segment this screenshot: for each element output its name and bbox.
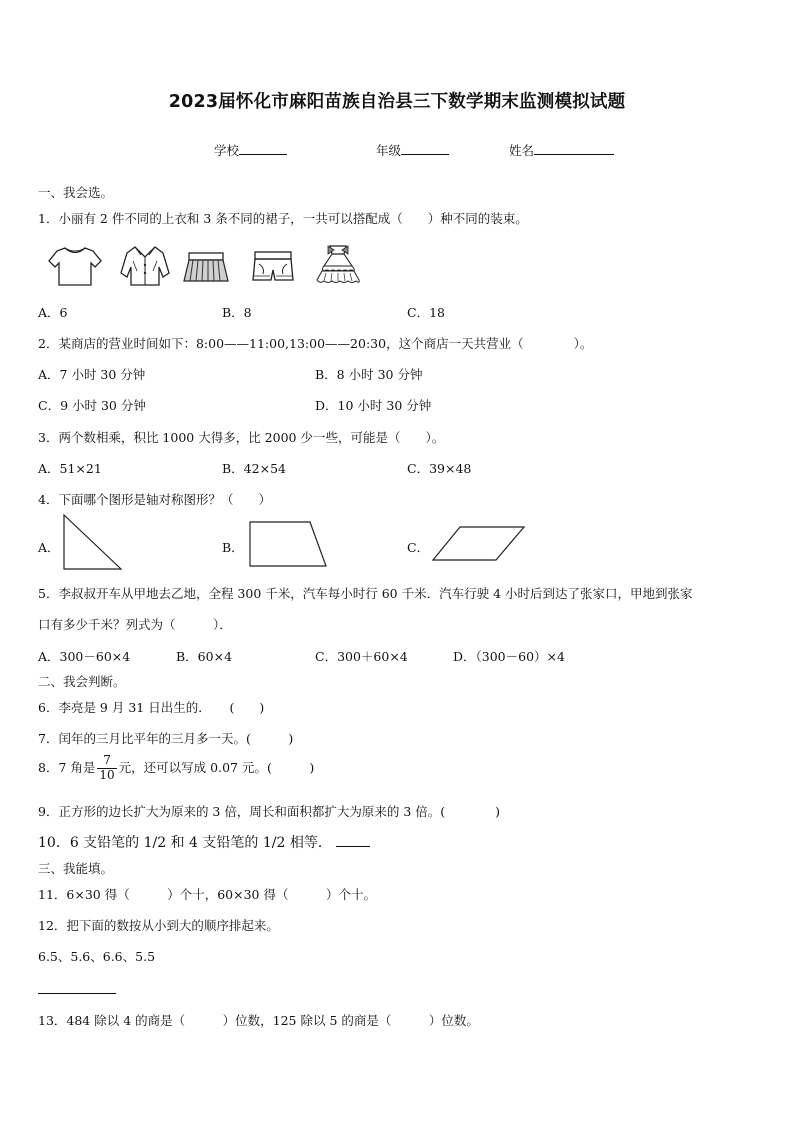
q2-option-b[interactable]: B．8 小时 30 分钟 [315,367,423,382]
pleated-skirt-icon [183,251,229,285]
fraction-denominator: 10 [99,767,115,782]
q3-option-b[interactable]: B．42×54 [222,461,286,476]
q1-option-a[interactable]: A．6 [38,305,68,320]
q2-option-d[interactable]: D．10 小时 30 分钟 [315,398,432,413]
q5-option-c[interactable]: C．300＋60×4 [315,649,408,664]
right-triangle-shape [63,514,123,572]
q12-answer-line[interactable] [38,993,116,994]
ruffled-skirt-icon [314,244,362,288]
fraction-numerator: 7 [103,753,111,767]
question-3: 3．两个数相乘，积比 1000 大得多，比 2000 少一些，可能是（ ）。 [38,430,445,445]
section-judge: 二、我会判断。 [38,674,126,689]
q10-text: 10．6 支铅笔的 1/2 和 4 支铅笔的 1/2 相等． [38,835,332,851]
question-4: 4．下面哪个图形是轴对称图形？（ ） [38,492,271,507]
question-9: 9．正方形的边长扩大为原来的 3 倍，周长和面积都扩大为原来的 3 倍。( ) [38,804,501,819]
q5-option-d[interactable]: D．（300－60）×4 [453,649,565,664]
q8-suffix: 元，还可以写成 0.07 元。( ) [118,759,315,775]
q8-prefix: 8．7 角是 [38,759,96,775]
q1-option-c[interactable]: C．18 [407,305,445,320]
name-field[interactable] [509,141,614,159]
q3-option-c[interactable]: C．39×48 [407,461,472,476]
q12-numbers: 6.5、5.6、6.6、5.5 [38,949,156,964]
q4-option-c[interactable]: C． [407,540,430,555]
question-2: 2．某商店的营业时间如下：8:00——11:00,13:00——20:30，这个商店一天共营业（ ）。 [38,336,593,351]
fraction-7-10 [97,754,116,783]
question-5-line2: 口有多少千米？列式为（ ）． [38,617,232,632]
parallelogram-shape [432,526,526,562]
q4-option-a[interactable]: A． [38,540,60,555]
question-10 [38,832,370,852]
question-13: 13．484 除以 4 的商是（ ）位数，125 除以 5 的商是（ ）位数。 [38,1013,479,1028]
shorts-skirt-icon [251,250,295,286]
q1-option-b[interactable]: B．8 [222,305,252,320]
grade-field[interactable] [376,141,449,159]
name-label: 姓名 [509,143,535,158]
grade-label: 年级 [376,143,402,158]
q10-answer-blank[interactable] [336,833,370,847]
question-1: 1．小丽有 2 件不同的上衣和 3 条不同的裙子，一共可以搭配成（ ）种不同的装束。 [38,211,528,226]
q5-option-a[interactable]: A．300－60×4 [38,649,131,664]
school-field[interactable] [214,141,287,159]
q4-option-b[interactable]: B． [222,540,244,555]
question-11: 11．6×30 得（ ）个十，60×30 得（ ）个十。 [38,887,376,902]
q5-option-b[interactable]: B．60×4 [176,649,233,664]
trapezoid-shape [248,520,328,568]
section-fill: 三、我能填。 [38,861,114,876]
question-6: 6．李亮是 9 月 31 日出生的． ( ) [38,700,265,715]
q2-option-a[interactable]: A．7 小时 30 分钟 [38,367,146,382]
q2-option-c[interactable]: C．9 小时 30 分钟 [38,398,146,413]
section-choice: 一、我会选。 [38,185,114,200]
q3-option-a[interactable]: A．51×21 [38,461,102,476]
shirt-icon [47,245,103,289]
question-8 [38,754,314,783]
question-5-line1: 5．李叔叔开车从甲地去乙地，全程 300 千米，汽车每小时行 60 千米．汽车行驶 4 小时后到达了张家口，甲地到张家 [38,586,693,601]
blouse-icon [119,243,171,289]
question-12: 12．把下面的数按从小到大的顺序排起来。 [38,918,279,933]
page-title: 2023届怀化市麻阳苗族自治县三下数学期末监测模拟试题 [168,92,626,112]
school-label: 学校 [214,143,240,158]
question-7: 7．闰年的三月比平年的三月多一天。( ) [38,731,294,746]
